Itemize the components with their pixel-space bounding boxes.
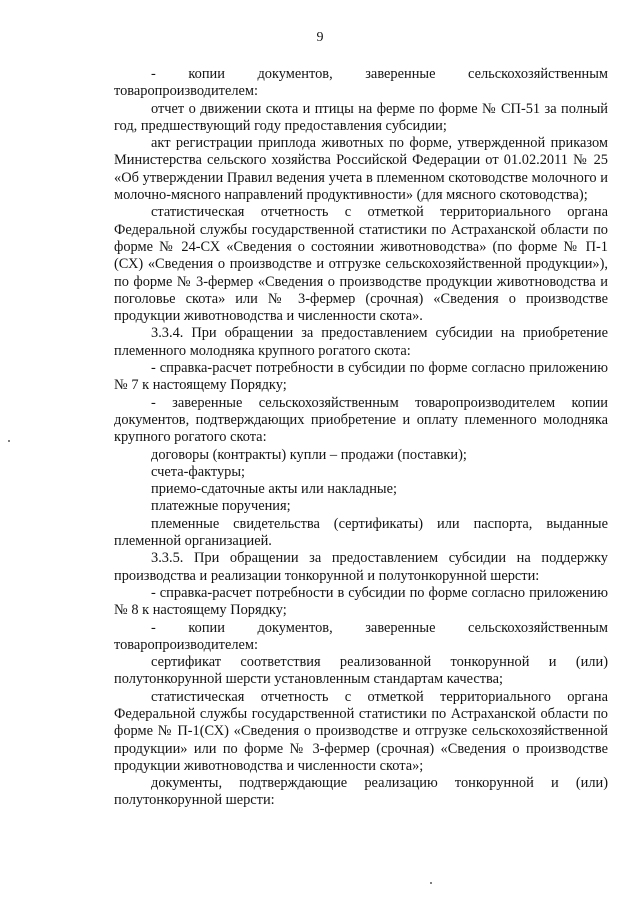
paragraph: статистическая отчетность с отметкой территориального органа Федеральной службы государственной статистики по Астраханской области по форме № 24-СХ «Сведения о состоянии животноводства» (по форме № П-1 (СХ) «Сведения о производстве и отгрузке сельскохозяйственной продукции»), по форме № 3-фермер «Сведения о производстве продукции животноводства и поголовье скота» или № 3-фермер (срочная) «Сведения о производстве продукции животноводства и численности скота». — [114, 204, 608, 325]
paragraph: - копии документов, заверенные сельскохозяйственным товаропроизводителем: — [114, 66, 608, 100]
paragraph: 3.3.5. При обращении за предоставлением субсидии на поддержку производства и реализации тонкорунной и полутонкорунной шерсти: — [114, 550, 608, 584]
paragraph: 3.3.4. При обращении за предоставлением субсидии на приобретение племенного молодняка крупного рогатого скота: — [114, 325, 608, 359]
scan-speck — [8, 440, 10, 442]
paragraph: счета-фактуры; — [151, 463, 246, 480]
document-body — [114, 66, 608, 810]
paragraph: статистическая отчетность с отметкой территориального органа Федеральной службы государственной статистики по Астраханской области по форме № П-1(СХ) «Сведения о производстве и отгрузке сельскохозяйственной продукции» или по форме № 3-фермер (срочная) «Сведения о производстве продукции животноводства и численности скота»; — [114, 688, 608, 774]
paragraph: документы, подтверждающие реализацию тонкорунной и (или) полутонкорунной шерсти: — [114, 775, 608, 809]
paragraph: акт регистрации приплода животных по форме, утвержденной приказом Министерства сельского хозяйства Российской Федерации от 01.02.2011 № 25 «Об утверждении Правил ведения учета в племенном скотоводстве молочного и молочно-мясного направлений продуктивности» (для мясного скотоводства); — [114, 135, 608, 204]
paragraph: платежные поручения; — [151, 498, 291, 515]
page-number: 9 — [316, 30, 324, 45]
paragraph: договоры (контракты) купли – продажи (поставки); — [151, 446, 467, 463]
paragraph: приемо-сдаточные акты или накладные; — [151, 481, 397, 498]
paragraph: - копии документов, заверенные сельскохозяйственным товаропроизводителем: — [114, 619, 608, 653]
paragraph: сертификат соответствия реализованной тонкорунной и (или) полутонкорунной шерсти установленным стандартам качества; — [114, 654, 608, 688]
paragraph: племенные свидетельства (сертификаты) или паспорта, выданные племенной организацией. — [114, 515, 608, 550]
paragraph: - заверенные сельскохозяйственным товаропроизводителем копии документов, подтверждающих приобретение и оплату племенного молодняка крупного рогатого скота: — [114, 394, 608, 446]
scan-speck — [430, 882, 432, 884]
paragraph: отчет о движении скота и птицы на ферме по форме № СП-51 за полный год, предшествующий году предоставления субсидии; — [114, 100, 608, 134]
paragraph: - справка-расчет потребности в субсидии по форме согласно приложению № 7 к настоящему Порядку; — [114, 360, 608, 394]
paragraph: - справка-расчет потребности в субсидии по форме согласно приложению № 8 к настоящему Порядку; — [114, 584, 608, 619]
